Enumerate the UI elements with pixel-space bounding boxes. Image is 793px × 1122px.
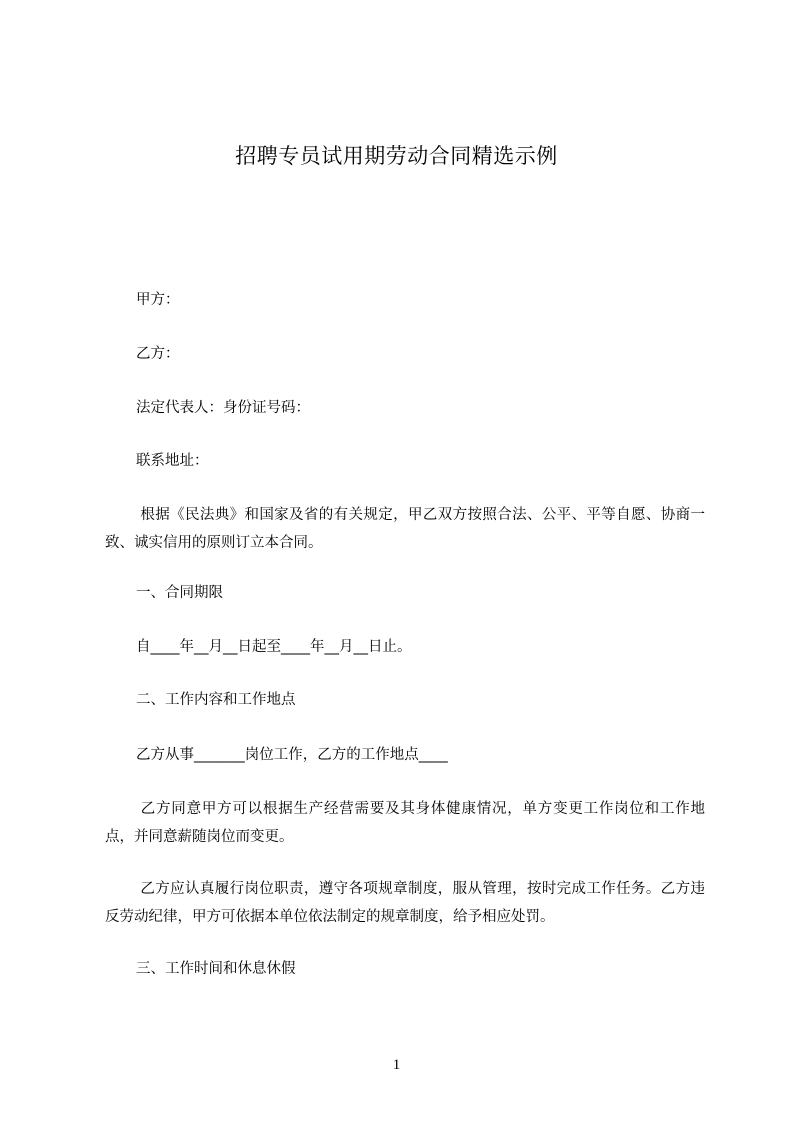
section-2-heading: 二、工作内容和工作地点 (136, 692, 296, 708)
duty-paragraph (105, 875, 705, 931)
duty-text: 乙方应认真履行岗位职责，遵守各项规章制度，服从管理，按时完成工作任务。乙方违反劳动纪律，甲方可依据本单位依法制定的规章制度，给予相应处罚。 (105, 881, 705, 925)
preamble-paragraph (105, 501, 705, 557)
position-change-text: 乙方同意甲方可以根据生产经营需要及其身体健康情况，单方变更工作岗位和工作地点，并同意薪随岗位而变更。 (105, 801, 705, 845)
page-number: 1 (392, 1057, 401, 1073)
position-change-paragraph (105, 795, 705, 851)
preamble-text: 根据《民法典》和国家及省的有关规定，甲乙双方按照合法、公平、平等自愿、协商一致、诚实信用的原则订立本合同。 (105, 507, 705, 551)
party-b-label: 乙方： (136, 346, 180, 362)
section-1-heading: 一、合同期限 (136, 585, 223, 601)
document-title: 招聘专员试用期劳动合同精选示例 (235, 144, 558, 168)
job-position-line: 乙方从事_______岗位工作，乙方的工作地点____ (136, 747, 448, 763)
section-3-heading: 三、工作时间和休息休假 (136, 961, 296, 977)
legal-representative-label: 法定代表人：身份证号码： (136, 400, 310, 416)
contract-term-line: 自____年__月__日起至____年__月__日止。 (136, 639, 412, 655)
contact-address-label: 联系地址： (136, 453, 209, 469)
party-a-label: 甲方： (136, 292, 180, 308)
